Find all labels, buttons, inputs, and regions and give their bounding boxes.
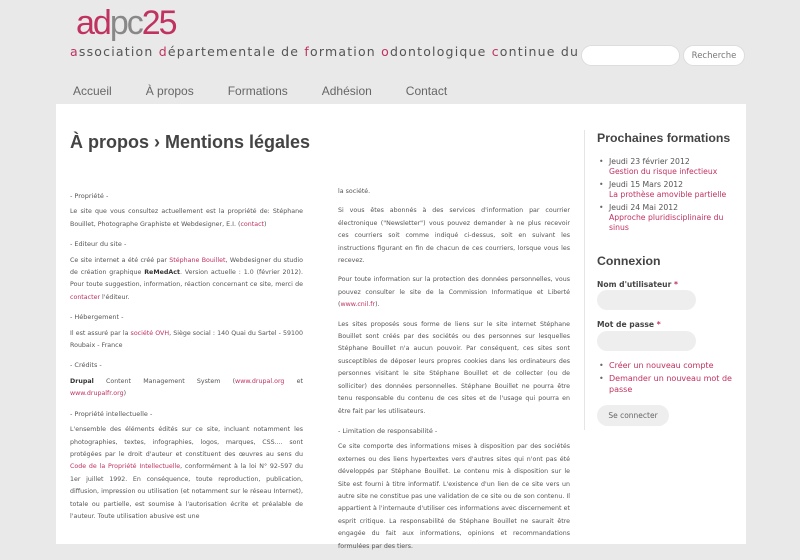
logo-part-pc: pc (109, 4, 142, 42)
label-text: Mot de passe (597, 320, 655, 329)
reset-password-link[interactable]: Demander un nouveau mot de passe (609, 374, 732, 394)
tagline-initial: o (381, 44, 390, 59)
studio-name: ReMedAct (144, 269, 180, 277)
site-tagline (70, 44, 630, 59)
search-button[interactable]: Recherche (683, 45, 745, 66)
login-button[interactable]: Se connecter (597, 405, 669, 426)
cpi-link[interactable]: Code de la Propriété Intellectuelle (70, 463, 181, 471)
nav-item-contact[interactable]: Contact (405, 84, 448, 98)
text: , Siège social : 140 Quai du Sartel - 59100 Roubaix - France (70, 329, 304, 350)
required-mark: * (656, 320, 661, 329)
paragraph: Ce site comporte des informations mises à disposition par des sociétés externes ou des liens hypertextes vers d'autres sites qui n'ont pas été développés par Stéphane Bouillet. Le contenu mis à disposition sur le Site est fourni à titre informatif. L'existence d'un lien de ce site vers un autre site ne constitue pas une validation de ce site ou de son contenu. Il appartient à l'internaute d'utiliser ces informations avec discernement et esprit critique. La responsabilité de Stéphane Bouillet ne saurait être engagée du fait aux informations, opinions et recommandations formulées par des tiers. (338, 443, 570, 550)
tagline-initial: c (491, 44, 500, 59)
event-item (597, 203, 727, 233)
paragraph (70, 376, 303, 401)
paragraph (338, 274, 570, 311)
site-logo[interactable] (76, 6, 176, 40)
search-input[interactable] (581, 45, 680, 66)
contacter-link[interactable]: contacter (70, 293, 101, 301)
text: l'éditeur. (100, 293, 130, 301)
tagline-word: dontologique (389, 44, 487, 59)
label-text: Nom d'utilisateur (597, 280, 672, 289)
nav-item-formations[interactable]: Formations (227, 84, 288, 98)
username-label (597, 280, 678, 289)
cnil-link[interactable]: www.cnil.fr (340, 301, 376, 309)
paragraph: Si vous êtes abonnés à des services d'information par courrier électronique ("Newsletter") vous pouvez demander à ne plus recevoir ces courriers soit comme indiqué ci-dessus, soit en suivant les instructions figurant en fin de chacun de ces courriers, lorsque vous les recevez. (338, 207, 570, 265)
logo-part-25: 25 (141, 4, 176, 42)
text: ). (375, 301, 380, 309)
event-item (597, 157, 727, 177)
tagline-initial: d (158, 44, 168, 59)
event-date: Jeudi 15 Mars 2012 (609, 180, 684, 189)
nav-item-a-propos[interactable]: À propos (145, 84, 194, 98)
ovh-link[interactable]: société OVH (130, 329, 170, 337)
text: ) (264, 220, 267, 228)
upcoming-list (597, 157, 727, 236)
text: Pour toute information sur la protection des données personnelles, vous pouvez consulter le site de la Commission Informatique et Liberté ( (338, 276, 570, 309)
section-heading: - Propriété - (70, 192, 109, 200)
list-item (597, 360, 737, 371)
author-link[interactable]: Stéphane Bouillet (169, 256, 226, 264)
text: , Webdesigner du studio de création graphique (70, 256, 303, 277)
event-link[interactable]: Approche pluridisciplinaire du sinus (609, 213, 724, 232)
drupal-link[interactable]: www.drupal.org (235, 377, 285, 385)
nav-item-accueil[interactable]: Accueil (73, 84, 112, 98)
tagline-initial: a (70, 44, 79, 59)
section-heading: - Hébergement - (70, 313, 124, 322)
paragraph: Les sites proposés sous forme de liens sur le site internet Stéphane Bouillet sont créés par des sociétés ou des personnes sur lesquelles Stéphane Bouillet n'a aucun pouvoir. Par conséquent, ces sites sont susceptibles de déposer leurs propres cookies dans les ordinateurs des personnes visitant le site Stéphane Bouillet et de collecter (ou de solliciter) des données personnelles. Stéphane Bouillet ne pourra être tenu responsable du contenu de ces sites et de l'usage qui pourra en être fait par les utilisateurs. (338, 320, 570, 415)
text: , conformément à la loi N° 92-597 du 1er juillet 1992. En conséquence, toute reproduction, publication, diffusion, impression ou utilisation (et notamment sur le réseau Internet), totale ou partielle, est soumise à l'autorisation écrite et préalable de l'auteur. Toute utilisation abusive est une (70, 463, 304, 520)
password-field[interactable] (597, 331, 696, 351)
tagline-word: ssociation (78, 44, 154, 59)
paragraph: la société. (338, 188, 371, 195)
password-label (597, 320, 661, 329)
list-item (597, 373, 737, 395)
text: Content Management System ( (93, 377, 236, 385)
required-mark: * (673, 280, 678, 289)
event-date: Jeudi 24 Mai 2012 (609, 203, 679, 212)
content-column-left (70, 186, 303, 530)
logo-part-ad: ad (76, 4, 110, 42)
drupalfr-link[interactable]: www.drupalfr.org (70, 390, 124, 398)
event-link[interactable]: Gestion du risque infectieux (609, 167, 718, 176)
create-account-link[interactable]: Créer un nouveau compte (609, 361, 714, 370)
section-heading: - Limitation de responsabilité - (338, 426, 438, 435)
section-heading: - Crédits - (70, 361, 102, 370)
text: . Version actuelle : 1.0 (février 2012). Pour toute suggestion, information, réaction concernant ce site, merci de (70, 269, 303, 289)
event-link[interactable]: La prothèse amovible partielle (609, 190, 727, 199)
tagline-word: ontinue (499, 44, 556, 59)
paragraph (70, 255, 303, 305)
section-heading: - Propriété intellectuelle - (70, 409, 153, 418)
username-field[interactable] (597, 290, 696, 310)
paragraph (70, 206, 303, 231)
paragraph (70, 424, 303, 523)
content-column-right (338, 186, 570, 560)
page-title: À propos › Mentions légales (70, 132, 311, 152)
text: L'ensemble des éléments édités sur ce site, incluant notamment les photographies, textes, infographies, logos, marques, CSS.... sont protégées par le droit d'auteur et constituent des œuvres au sens du (70, 426, 303, 458)
contact-link[interactable]: contact (240, 220, 265, 228)
tagline-word: du (560, 44, 580, 59)
upcoming-title: Prochaines formations (597, 131, 731, 145)
tagline-word: épartementale (167, 44, 276, 59)
account-links (597, 360, 737, 397)
nav-item-adhesion[interactable]: Adhésion (321, 84, 372, 98)
event-date: Jeudi 23 février 2012 (609, 157, 690, 166)
section-heading: - Editeur du site - (70, 240, 127, 249)
text: et (284, 377, 303, 385)
text: Le site que vous consultez actuellement est la propriété de: Stéphane Bouillet, Photographe Graphiste et Webdesigner, E.I. ( (70, 208, 303, 228)
main-nav (56, 76, 746, 104)
tagline-initial: f (304, 44, 310, 59)
drupal-name: Drupal (70, 377, 94, 385)
sidebar-divider (584, 130, 585, 430)
text: ) (123, 390, 127, 398)
tagline-word: ormation (309, 44, 376, 59)
event-item (597, 180, 727, 200)
login-title: Connexion (597, 254, 661, 268)
tagline-word: de (281, 44, 300, 59)
text: Ce site internet a été créé par (70, 256, 170, 264)
paragraph (70, 328, 303, 353)
text: Il est assuré par la (70, 329, 131, 337)
